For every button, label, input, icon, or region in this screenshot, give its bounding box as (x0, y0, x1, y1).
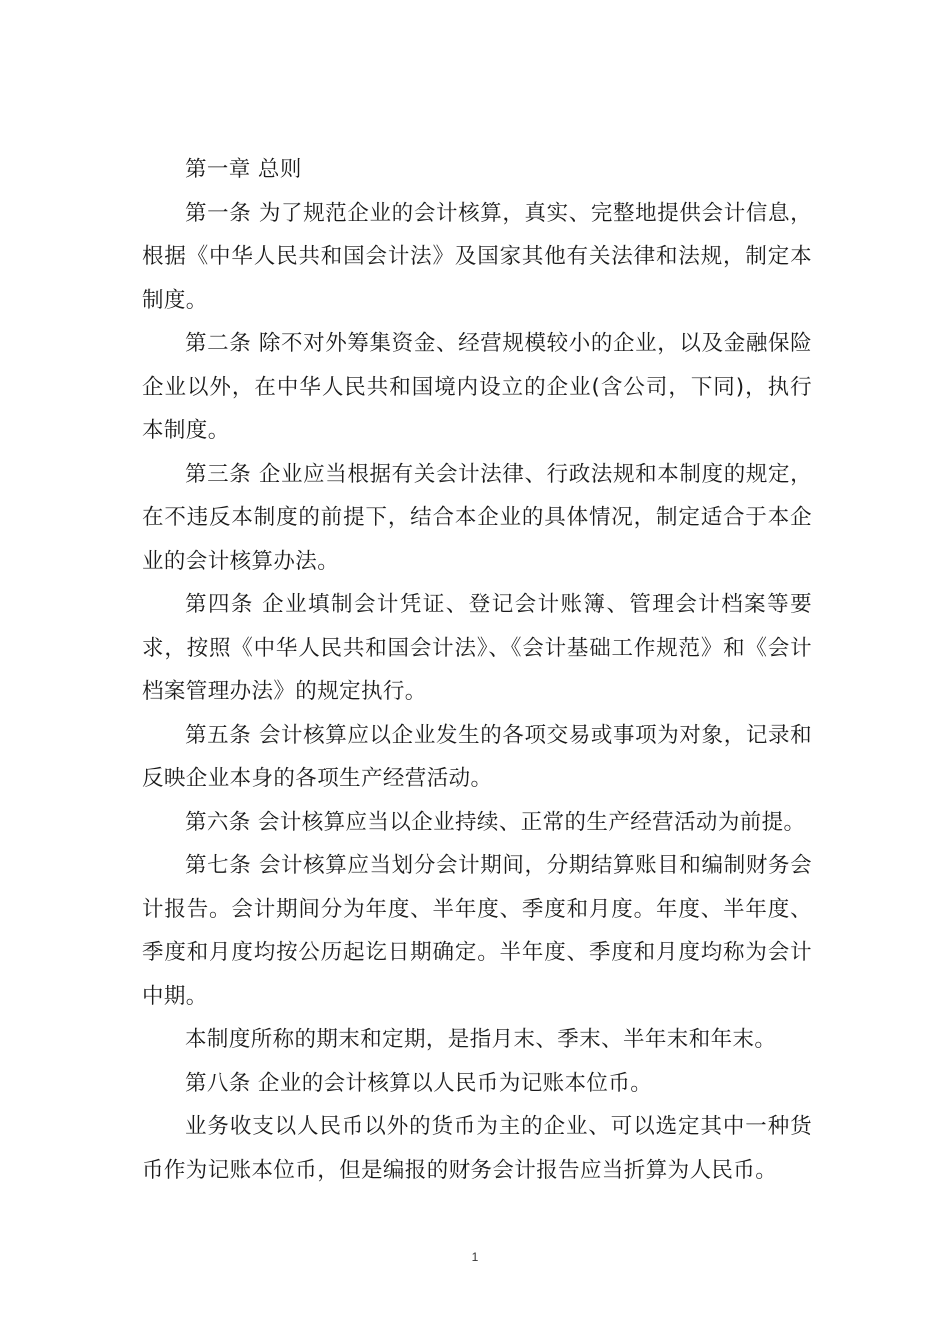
page-number: 1 (471, 1250, 479, 1264)
article-3: 第三条 企业应当根据有关会计法律、行政法规和本制度的规定，在不违反本制度的前提下，结合本企业的具体情况，制定适合于本企业的会计核算办法。 (142, 461, 812, 574)
article-5: 第五条 会计核算应以企业发生的各项交易或事项为对象，记录和反映企业本身的各项生产经营活动。 (142, 722, 812, 791)
article-4: 第四条 企业填制会计凭证、登记会计账簿、管理会计档案等要求，按照《中华人民共和国会计法》、《会计基础工作规范》和《会计档案管理办法》的规定执行。 (142, 592, 812, 704)
article-6: 第六条 会计核算应当以企业持续、正常的生产经营活动为前提。 (185, 809, 806, 835)
currency-clause: 业务收支以人民币以外的货币为主的企业、可以选定其中一种货币作为记账本位币，但是编报的财务会计报告应当折算为人民币。 (142, 1114, 812, 1183)
article-1: 第一条 为了规范企业的会计核算，真实、完整地提供会计信息，根据《中华人民共和国会计法》及国家其他有关法律和法规，制定本制度。 (142, 200, 812, 313)
document-body (142, 148, 812, 1192)
article-7: 第七条 会计核算应当划分会计期间，分期结算账目和编制财务会计报告。会计期间分为年度、半年度、季度和月度。年度、半年度、季度和月度均按公历起讫日期确定。半年度、季度和月度均称为会计中期。 (142, 853, 812, 1009)
period-definition: 本制度所称的期末和定期，是指月末、季末、半年末和年末。 (185, 1027, 777, 1052)
article-2: 第二条 除不对外筹集资金、经营规模较小的企业，以及金融保险企业以外，在中华人民共和国境内设立的企业(含公司，下同)，执行本制度。 (142, 331, 812, 443)
chapter-heading: 第一章 总则 (185, 157, 302, 182)
article-8: 第八条 企业的会计核算以人民币为记账本位币。 (185, 1070, 653, 1096)
